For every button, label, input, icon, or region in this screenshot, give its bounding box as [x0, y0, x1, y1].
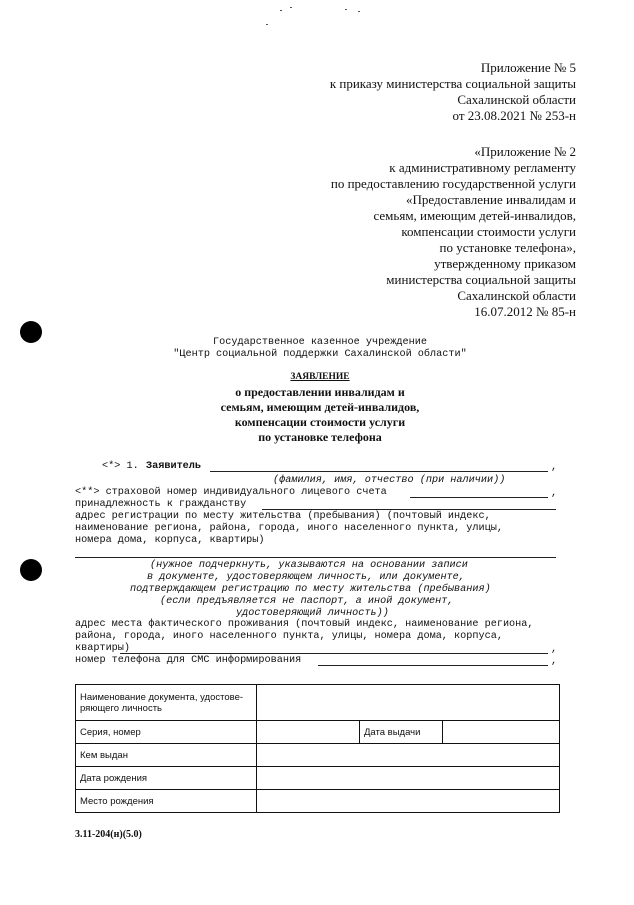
reg-hint-line: (если предъявляется не паспорт, а иной документ, [160, 596, 454, 607]
birth-date-label: Дата рождения [76, 767, 257, 790]
issue-date-label: Дата выдачи [360, 721, 443, 744]
appendix5-line: Приложение № 5 [480, 60, 576, 75]
phone-comma: , [551, 656, 558, 667]
series-label: Серия, номер [76, 721, 257, 744]
appendix2-header [331, 144, 576, 320]
appendix5-line: к приказу министерства социальной защиты [329, 76, 576, 91]
appendix2-line: Сахалинской области [457, 288, 576, 303]
reg-hint-line: удостоверяющий личность)) [236, 608, 389, 619]
reg-hint-line: в документе, удостоверяющем личность, или документе, [147, 572, 465, 583]
reg-hint-line: подтверждающем регистрацию по месту жительства (пребывания) [130, 584, 491, 595]
applicant-prefix: <*> 1. [102, 461, 139, 472]
appendix2-line: по предоставлению государственной услуги [330, 176, 576, 191]
scan-speck [358, 11, 360, 12]
form-code: 3.11-204(н)(5.0) [75, 829, 142, 840]
doc-name-value-cell[interactable] [257, 685, 560, 721]
reg-address-line: номера дома, корпуса, квартиры) [75, 535, 265, 546]
appendix2-line: «Предоставление инвалидам и [406, 192, 576, 207]
reg-address-field[interactable] [75, 557, 556, 558]
punch-hole-bottom [20, 559, 42, 581]
phone-label: номер телефона для СМС информирования [75, 655, 302, 666]
appendix2-line: министерства социальной защиты [386, 272, 576, 287]
statement-title-block [60, 385, 580, 445]
actual-address-line: адрес места фактического проживания (почтовый индекс, наименование региона, [75, 619, 534, 630]
snils-comma: , [551, 488, 558, 499]
appendix2-line: 16.07.2012 № 85-н [474, 304, 576, 319]
scan-speck [280, 10, 282, 11]
doc-name-label: Наименование документа, удостове-ряющего личность [76, 685, 257, 721]
appendix5-line: от 23.08.2021 № 253-н [452, 108, 576, 123]
appendix2-line: «Приложение № 2 [474, 144, 576, 159]
table-row [76, 767, 560, 790]
scan-speck [345, 9, 347, 10]
series-value-cell[interactable] [257, 721, 360, 744]
table-row [76, 744, 560, 767]
actual-address-field[interactable] [120, 653, 548, 654]
applicant-name-hint: (фамилия, имя, отчество (при наличии)) [273, 475, 506, 486]
issue-date-value-cell[interactable] [443, 721, 560, 744]
reg-address-line: адрес регистрации по месту жительства (пребывания) (почтовый индекс, [75, 511, 491, 522]
applicant-comma: , [551, 462, 558, 473]
appendix5-header [330, 60, 576, 124]
appendix2-line: по установке телефона», [439, 240, 576, 255]
actual-address-comma: , [551, 644, 558, 655]
statement-title-line: семьям, имеющим детей-инвалидов, [220, 400, 420, 414]
appendix2-line: утвержденному приказом [434, 256, 576, 271]
appendix2-line: к административному регламенту [389, 160, 576, 175]
applicant-label: Заявитель [146, 461, 202, 472]
reg-hint-line: (нужное подчеркнуть, указываются на основании записи [150, 560, 468, 571]
identity-document-table [75, 684, 560, 813]
table-row [76, 685, 560, 721]
issued-by-label: Кем выдан [76, 744, 257, 767]
citizenship-label: принадлежность к гражданству [75, 499, 247, 510]
citizenship-field[interactable] [262, 509, 556, 510]
punch-hole-top [20, 321, 42, 343]
institution-line-2: "Центр социальной поддержки Сахалинской области" [173, 349, 467, 360]
birth-place-label: Место рождения [76, 790, 257, 813]
phone-field[interactable] [318, 665, 548, 666]
snils-field[interactable] [410, 497, 548, 498]
scan-speck [266, 24, 268, 25]
actual-address-line: района, города, иного населенного пункта, улицы, номера дома, корпуса, [75, 631, 503, 642]
statement-heading: ЗАЯВЛЕНИЕ [290, 372, 350, 382]
appendix5-line: Сахалинской области [457, 92, 576, 107]
appendix2-line: семьям, имеющим детей-инвалидов, [373, 208, 576, 223]
table-row [76, 721, 560, 744]
appendix2-line: компенсации стоимости услуги [401, 224, 576, 239]
snils-label: <**> страховой номер индивидуального лицевого счета [75, 487, 387, 498]
actual-address-line: квартиры) [75, 643, 131, 654]
applicant-name-field[interactable] [210, 471, 548, 472]
issued-by-value-cell[interactable] [257, 744, 560, 767]
institution-line-1: Государственное казенное учреждение [213, 337, 427, 348]
table-row [76, 790, 560, 813]
statement-title-line: о предоставлении инвалидам и [235, 385, 405, 399]
statement-title-line: компенсации стоимости услуги [234, 415, 406, 429]
statement-title-line: по установке телефона [258, 430, 382, 444]
birth-date-value-cell[interactable] [257, 767, 560, 790]
scan-speck [290, 7, 292, 8]
birth-place-value-cell[interactable] [257, 790, 560, 813]
reg-address-line: наименование региона, района, города, иного населенного пункта, улицы, [75, 523, 503, 534]
